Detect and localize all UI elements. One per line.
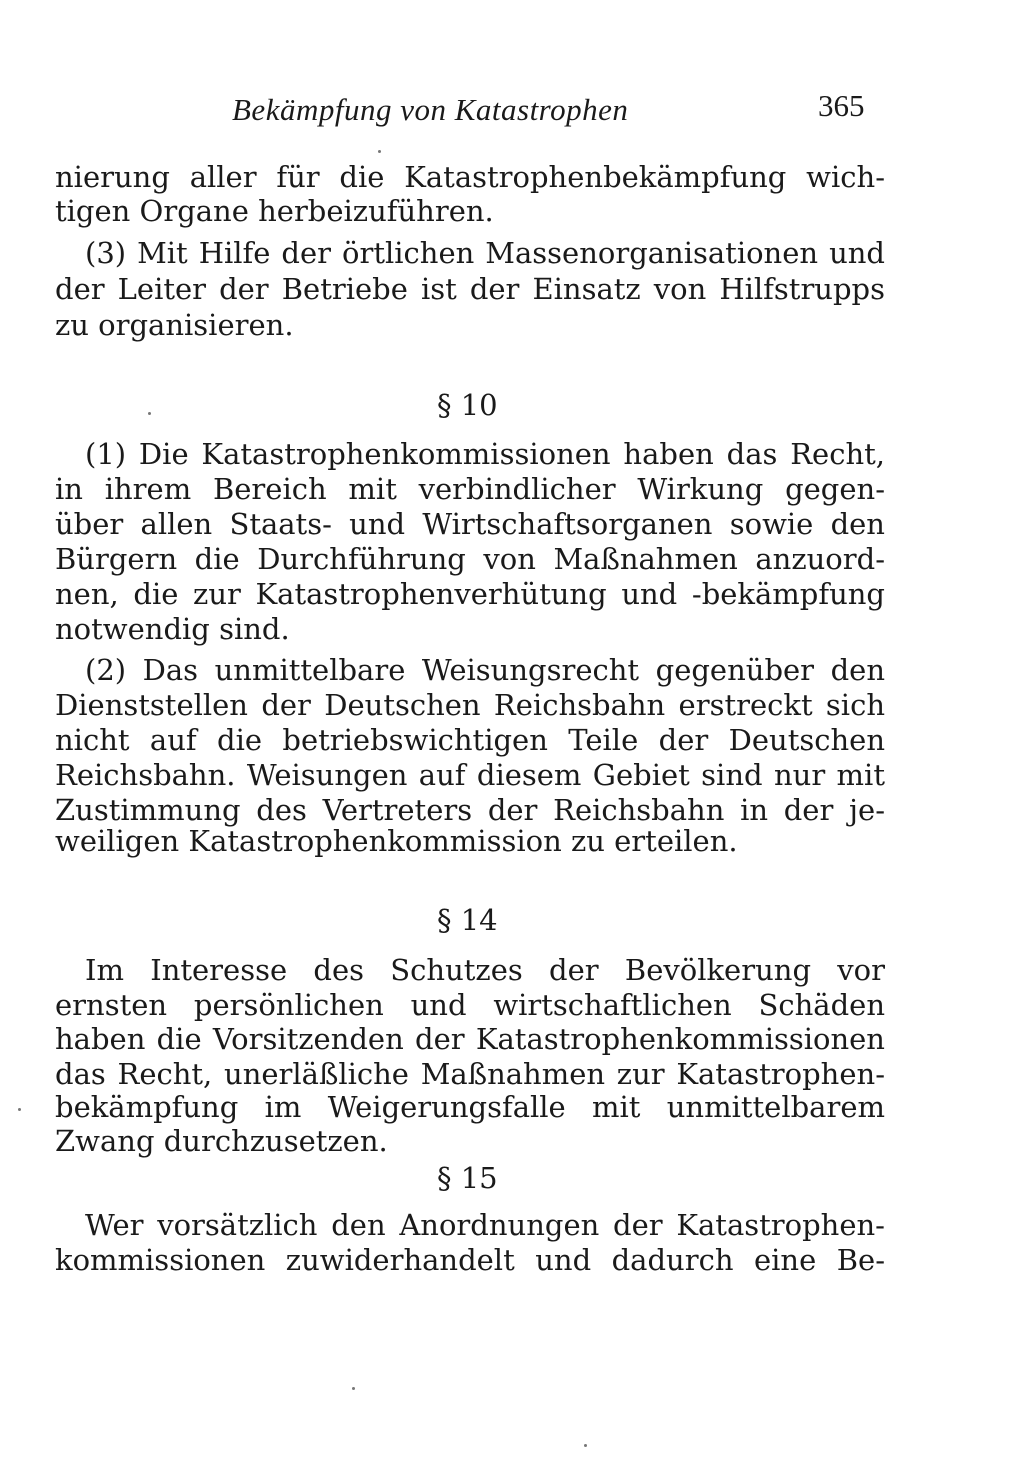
- scan-speck: [148, 412, 151, 415]
- text-line: haben die Vorsitzenden der Katastrophenkommissionen: [55, 1022, 885, 1056]
- text-line: nen, die zur Katastrophenverhütung und -bekämpfung: [55, 577, 885, 611]
- text-line: weiligen Katastrophenkommission zu erteilen.: [55, 824, 738, 858]
- scan-speck: [18, 1108, 21, 1111]
- text-line: bekämpfung im Weigerungsfalle mit unmittelbarem: [55, 1090, 885, 1124]
- text-line: nierung aller für die Katastrophenbekämpfung wich-: [55, 160, 885, 194]
- text-line: Wer vorsätzlich den Anordnungen der Katastrophen-: [85, 1208, 885, 1242]
- section-heading-15: § 15: [437, 1161, 498, 1195]
- text-line: zu organisieren.: [55, 308, 294, 342]
- text-line: Dienststellen der Deutschen Reichsbahn erstreckt sich: [55, 688, 885, 722]
- text-line: Im Interesse des Schutzes der Bevölkerung vor: [85, 953, 885, 987]
- scan-speck: [584, 1444, 587, 1447]
- text-line: notwendig sind.: [55, 612, 290, 646]
- text-line: über allen Staats- und Wirtschaftsorganen sowie den: [55, 507, 885, 541]
- text-line: Zustimmung des Vertreters der Reichsbahn in der je-: [55, 793, 885, 827]
- text-line: nicht auf die betriebswichtigen Teile der Deutschen: [55, 723, 885, 757]
- text-line: (2) Das unmittelbare Weisungsrecht gegenüber den: [85, 653, 885, 687]
- running-head: Bekämpfung von Katastrophen: [232, 92, 629, 127]
- scan-speck: [352, 1387, 355, 1390]
- text-line: tigen Organe herbeizuführen.: [55, 194, 494, 228]
- text-line: in ihrem Bereich mit verbindlicher Wirkung gegen-: [55, 472, 885, 506]
- text-line: (3) Mit Hilfe der örtlichen Massenorganisationen und: [85, 236, 885, 270]
- text-line: Bürgern die Durchführung von Maßnahmen anzuord-: [55, 542, 885, 576]
- text-line: der Leiter der Betriebe ist der Einsatz von Hilfstrupps: [55, 272, 885, 306]
- text-line: ernsten persönlichen und wirtschaftlichen Schäden: [55, 988, 885, 1022]
- text-line: Zwang durchzusetzen.: [55, 1124, 388, 1158]
- scan-speck: [378, 150, 381, 153]
- text-line: das Recht, unerläßliche Maßnahmen zur Katastrophen-: [55, 1057, 885, 1091]
- text-line: kommissionen zuwiderhandelt und dadurch eine Be-: [55, 1243, 885, 1277]
- text-line: (1) Die Katastrophenkommissionen haben das Recht,: [85, 437, 885, 471]
- text-line: Reichsbahn. Weisungen auf diesem Gebiet sind nur mit: [55, 758, 885, 792]
- page-number: 365: [818, 88, 865, 123]
- section-heading-14: § 14: [437, 903, 498, 937]
- section-heading-10: § 10: [437, 388, 498, 422]
